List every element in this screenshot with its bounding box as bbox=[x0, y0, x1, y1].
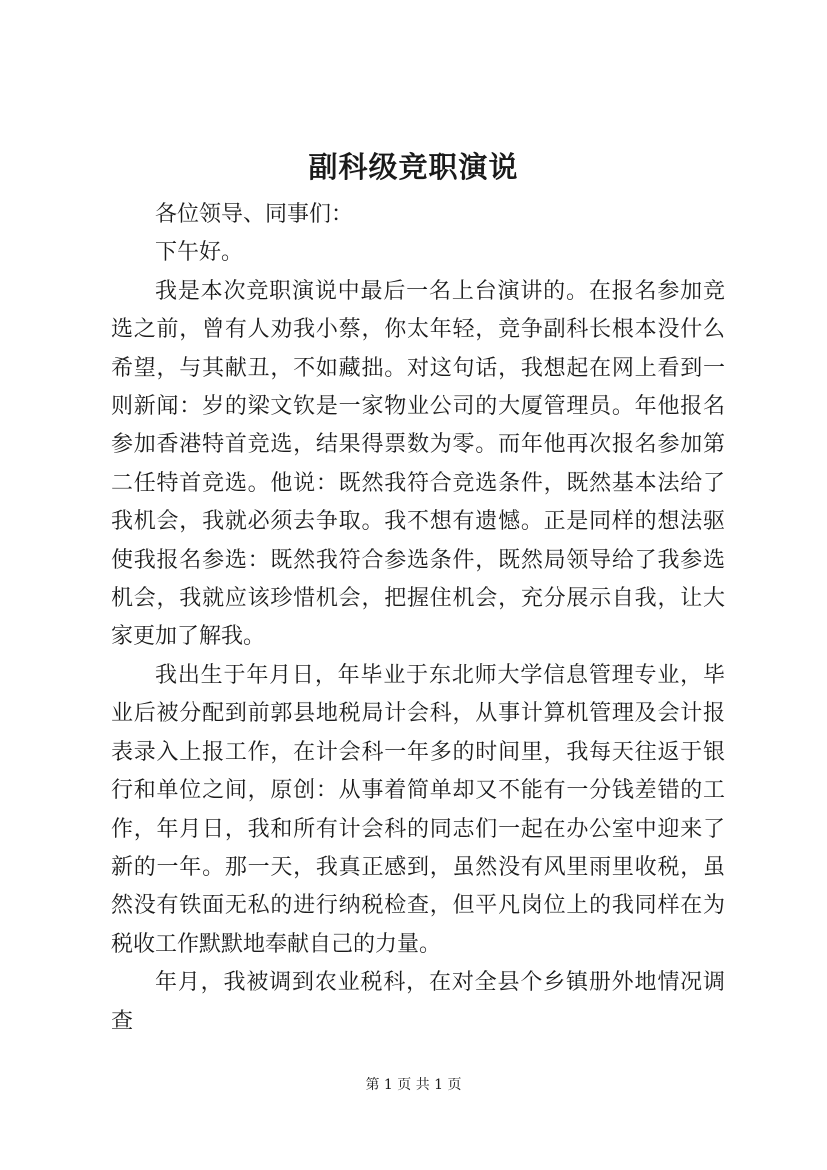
body-paragraph: 我是本次竞职演说中最后一名上台演讲的。在报名参加竞选之前，曾有人劝我小蔡，你太年轻，竞争副科长根本没什么希望，与其献丑，不如藏拙。对这句话，我想起在网上看到一则新闻：岁的梁文钦是一家物业公司的大厦管理员。年他报名参加香港特首竞选，结果得票数为零。而年他再次报名参加第二任特首竞选。他说：既然我符合竞选条件，既然基本法给了我机会，我就必须去争取。我不想有遗憾。正是同样的想法驱使我报名参选：既然我符合参选条件，既然局领导给了我参选机会，我就应该珍惜机会，把握住机会，充分展示自我，让大家更加了解我。 bbox=[111, 278, 725, 650]
body-paragraph: 年月，我被调到农业税科，在对全县个乡镇册外地情况调查 bbox=[111, 970, 725, 1034]
greeting-paragraph: 下午好。 bbox=[155, 240, 244, 266]
document-title: 副科级竞职演说 bbox=[308, 150, 519, 184]
document-body bbox=[111, 196, 725, 1041]
salutation-paragraph: 各位领导、同事们： bbox=[155, 202, 354, 227]
page-footer: 第 1 页 共 1 页 bbox=[365, 1077, 462, 1093]
body-paragraph: 我出生于年月日，年毕业于东北师大学信息管理专业，毕业后被分配到前郭县地税局计会科，从事计算机管理及会计报表录入上报工作，在计会科一年多的时间里，我每天往返于银行和单位之间，原创：从事着简单却又不能有一分钱差错的工作，年月日，我和所有计会科的同志们一起在办公室中迎来了新的一年。那一天，我真正感到，虽然没有风里雨里收税，虽然没有铁面无私的进行纳税检查，但平凡岗位上的我同样在为税收工作默默地奉献自己的力量。 bbox=[111, 662, 725, 957]
